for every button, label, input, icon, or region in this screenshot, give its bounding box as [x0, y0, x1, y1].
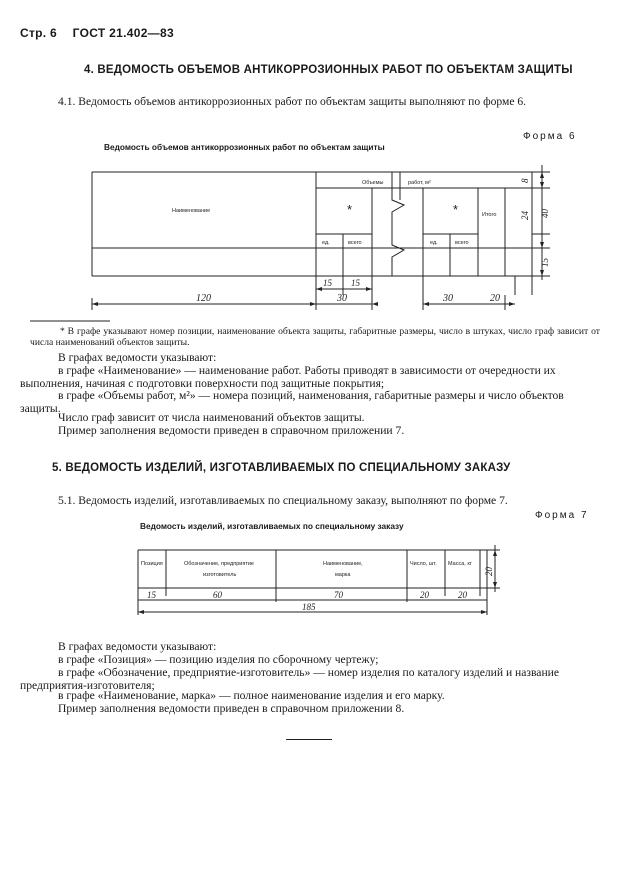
form-6-table	[0, 0, 639, 330]
s5-line-4: в графе «Наименование, марка» — полное наименование изделия и его марку.	[58, 689, 445, 702]
col-unit-label-2: ед.	[430, 240, 438, 246]
col-name-label-2: марка	[335, 572, 351, 578]
footnote: * В графе указывают номер позиции, наименование объекта защиты, габаритные размеры, число в штуках, число граф зависит от числа наименований объектов защиты.	[30, 326, 600, 348]
s4-line-2: в графе «Наименование» — наименование работ. Работы приводят в зависимости от очередности их выполнения, начиная с подготовки поверхности под защитные покрытия;	[20, 364, 556, 390]
col-mass-label: Масса, кг	[448, 561, 472, 567]
col-name-label-1: Наименование,	[323, 561, 363, 567]
col-desig-label-1: Обозначение, предприятие	[184, 561, 254, 567]
s5-line-3: в графе «Обозначение, предприятие-изготовитель» — номер изделия по каталогу изделий и название предприятия-изготовителя;	[20, 666, 560, 692]
section-5-title: 5. ВЕДОМОСТЬ ИЗДЕЛИЙ, ИЗГОТАВЛИВАЕМЫХ ПО СПЕЦИАЛЬНОМУ ЗАКАЗУ	[52, 462, 511, 474]
col-desig-label-2: изготовитель	[203, 572, 237, 578]
col-qty-label: Число, шт.	[410, 561, 437, 567]
col-works-label: работ, м²	[408, 180, 431, 186]
dim-120: 120	[196, 293, 211, 304]
section-4-paragraph: 4.1. Ведомость объемов антикоррозионных работ по объектам защиты выполняют по форме 6.	[58, 95, 527, 108]
dim-185: 185	[302, 602, 316, 612]
col-all-label-1: всего	[348, 240, 362, 246]
star-mark-1: *	[347, 202, 353, 217]
dim-8: 8	[520, 178, 530, 183]
star-mark-2: *	[453, 202, 459, 217]
table-7-caption: Ведомость изделий, изготавливаемых по специальному заказу	[140, 521, 404, 531]
col-all-label-2: всего	[455, 240, 469, 246]
dim-20: 20	[490, 293, 500, 304]
forma-7-label: Форма 7	[535, 510, 589, 521]
dim-15b: 15	[351, 278, 360, 288]
dim-70: 70	[334, 590, 343, 600]
col-total-label: Итого	[482, 212, 497, 218]
s5-line-1: В графах ведомости указывают:	[58, 640, 217, 653]
form-7-table	[0, 540, 639, 620]
s4-line-5: Пример заполнения ведомости приведен в справочном приложении 7.	[58, 424, 405, 437]
dim-15c: 15	[540, 258, 550, 267]
col-volumes-label: Объемы	[362, 180, 384, 186]
standard-number: ГОСТ 21.402—83	[72, 26, 174, 40]
col-unit-label-1: ед.	[322, 240, 330, 246]
s5-line-5: Пример заполнения ведомости приведен в справочном приложении 8.	[58, 702, 405, 715]
dim-20a: 20	[420, 590, 429, 600]
dim-15: 15	[147, 590, 156, 600]
dim-60: 60	[213, 590, 222, 600]
page-number: Стр. 6	[20, 26, 58, 40]
section-5-paragraph: 5.1. Ведомость изделий, изготавливаемых по специальному заказу, выполняют по форме 7.	[58, 494, 508, 507]
s5-line-2: в графе «Позиция» — позицию изделия по сборочному чертежу;	[58, 653, 379, 666]
dim-30a: 30	[337, 293, 347, 304]
dim-24: 24	[520, 211, 530, 220]
col-name-label: Наименование	[172, 208, 211, 214]
end-rule	[286, 739, 332, 740]
forma-6-label: Форма 6	[523, 131, 577, 142]
section-4-title: 4. ВЕДОМОСТЬ ОБЪЕМОВ АНТИКОРРОЗИОННЫХ РАБОТ ПО ОБЪЕКТАМ ЗАЩИТЫ	[84, 64, 573, 76]
dim-20v: 20	[484, 567, 494, 576]
dim-15a: 15	[323, 278, 332, 288]
s4-line-1: В графах ведомости указывают:	[58, 351, 217, 364]
dim-20b: 20	[458, 590, 467, 600]
dim-40: 40	[540, 209, 550, 218]
s4-line-4: Число граф зависит от числа наименований объектов защиты.	[58, 411, 365, 424]
s4-line-3: в графе «Объемы работ, м²» — номера позиций, наименования, габаритные размеры и число объектов защиты.	[20, 389, 564, 415]
col-pos-label: Позиция	[141, 561, 163, 567]
table-6-caption: Ведомость объемов антикоррозионных работ по объектам защиты	[104, 142, 385, 152]
dim-30b: 30	[443, 293, 453, 304]
